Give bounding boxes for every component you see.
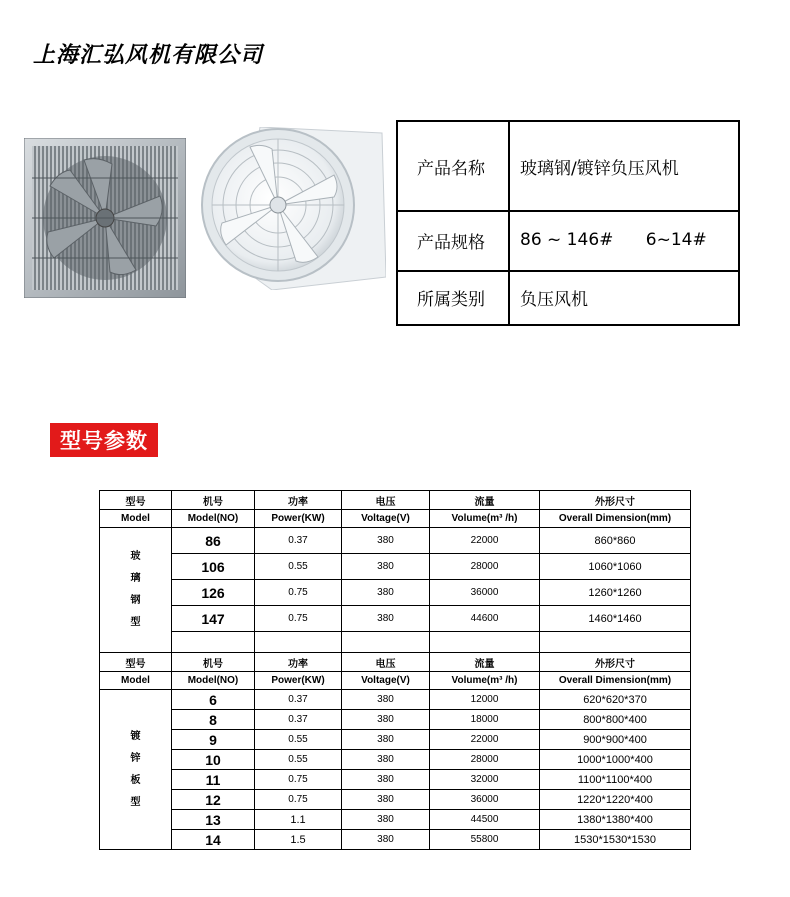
- type-char: 镀: [130, 730, 141, 742]
- info-label: 所属类别: [398, 270, 510, 324]
- header-cell: Power(KW): [255, 672, 342, 690]
- model-no: 11: [172, 770, 255, 790]
- volume: 55800: [430, 830, 540, 850]
- volume: 32000: [430, 770, 540, 790]
- header-row-en: [100, 510, 691, 528]
- table-row: [100, 830, 691, 850]
- header-cell: Model(NO): [172, 510, 255, 528]
- table-row: [100, 690, 691, 710]
- dimension: 620*620*370: [540, 690, 691, 710]
- type-char: 玻: [130, 551, 141, 562]
- header-cell: Model: [100, 672, 172, 690]
- header-cell: 型号: [100, 491, 172, 510]
- dimension: 1060*1060: [540, 554, 691, 580]
- type-cell-galvanized: [100, 690, 172, 850]
- header-cell: 型号: [100, 653, 172, 672]
- voltage: 380: [342, 810, 430, 830]
- info-row-spec: [398, 210, 738, 272]
- header-cell: Volume(m³ /h): [430, 672, 540, 690]
- header-cell: Voltage(V): [342, 672, 430, 690]
- dimension: 1100*1100*400: [540, 770, 691, 790]
- type-char: 璃: [130, 573, 141, 584]
- header-cell: Model(NO): [172, 672, 255, 690]
- product-info-table: [396, 120, 740, 326]
- voltage: 380: [342, 580, 430, 606]
- model-no: 10: [172, 750, 255, 770]
- model-no: 86: [172, 528, 255, 554]
- volume: 36000: [430, 580, 540, 606]
- info-label: 产品规格: [398, 210, 510, 270]
- header-cell: 机号: [172, 653, 255, 672]
- header-cell: 功率: [255, 653, 342, 672]
- spec-table: [99, 490, 691, 850]
- model-no: 14: [172, 830, 255, 850]
- dimension: 1220*1220*400: [540, 790, 691, 810]
- spacer-row: [100, 632, 691, 653]
- type-char: 钢: [130, 595, 141, 606]
- table-row: [100, 770, 691, 790]
- dimension: 900*900*400: [540, 730, 691, 750]
- volume: 36000: [430, 790, 540, 810]
- header-cell: 机号: [172, 491, 255, 510]
- table-row: [100, 790, 691, 810]
- company-name: 上海汇弘风机有限公司: [33, 42, 264, 68]
- type-char: 型: [130, 796, 141, 808]
- header-cell: Volume(m³ /h): [430, 510, 540, 528]
- empty-cell: [430, 632, 540, 653]
- volume: 44500: [430, 810, 540, 830]
- table-row: [100, 730, 691, 750]
- volume: 28000: [430, 750, 540, 770]
- power: 0.75: [255, 790, 342, 810]
- power: 0.37: [255, 710, 342, 730]
- dimension: 1000*1000*400: [540, 750, 691, 770]
- voltage: 380: [342, 710, 430, 730]
- type-char: 型: [130, 617, 141, 628]
- dimension: 1260*1260: [540, 580, 691, 606]
- power: 0.55: [255, 554, 342, 580]
- section-title: 型号参数: [50, 423, 158, 457]
- voltage: 380: [342, 770, 430, 790]
- power: 0.37: [255, 528, 342, 554]
- voltage: 380: [342, 606, 430, 632]
- dimension: 800*800*400: [540, 710, 691, 730]
- header-cell: 功率: [255, 491, 342, 510]
- header-cell: Power(KW): [255, 510, 342, 528]
- power: 1.1: [255, 810, 342, 830]
- volume: 44600: [430, 606, 540, 632]
- table-row: [100, 810, 691, 830]
- type-char: 板: [130, 774, 141, 786]
- info-value: 86 ~ 146# 6~14#: [520, 230, 707, 250]
- header-cell: 流量: [430, 491, 540, 510]
- power: 0.55: [255, 750, 342, 770]
- dimension: 1460*1460: [540, 606, 691, 632]
- empty-cell: [342, 632, 430, 653]
- dimension: 860*860: [540, 528, 691, 554]
- volume: 28000: [430, 554, 540, 580]
- header-cell: Model: [100, 510, 172, 528]
- voltage: 380: [342, 730, 430, 750]
- empty-cell: [172, 632, 255, 653]
- voltage: 380: [342, 690, 430, 710]
- dimension: 1380*1380*400: [540, 810, 691, 830]
- type-char: 锌: [130, 752, 141, 764]
- volume: 22000: [430, 730, 540, 750]
- type-cell-fiberglass: [100, 528, 172, 653]
- model-no: 12: [172, 790, 255, 810]
- model-no: 126: [172, 580, 255, 606]
- info-label: 产品名称: [398, 122, 510, 210]
- power: 0.75: [255, 606, 342, 632]
- header-cell: 电压: [342, 653, 430, 672]
- power: 0.75: [255, 770, 342, 790]
- voltage: 380: [342, 830, 430, 850]
- header-cell: 电压: [342, 491, 430, 510]
- empty-cell: [540, 632, 691, 653]
- model-no: 13: [172, 810, 255, 830]
- voltage: 380: [342, 554, 430, 580]
- table-row: [100, 750, 691, 770]
- header-cell: Overall Dimension(mm): [540, 672, 691, 690]
- header-row-cn: [100, 491, 691, 510]
- model-no: 6: [172, 690, 255, 710]
- info-value: 玻璃钢/镀锌负压风机: [520, 158, 679, 179]
- header-cell: 外形尺寸: [540, 653, 691, 672]
- galvanized-fan-image: [24, 138, 186, 298]
- power: 1.5: [255, 830, 342, 850]
- header-row-en: [100, 672, 691, 690]
- empty-cell: [255, 632, 342, 653]
- power: 0.37: [255, 690, 342, 710]
- model-no: 147: [172, 606, 255, 632]
- header-row-cn: [100, 653, 691, 672]
- voltage: 380: [342, 790, 430, 810]
- model-no: 106: [172, 554, 255, 580]
- table-row: [100, 710, 691, 730]
- table-row: [100, 554, 691, 580]
- model-no: 9: [172, 730, 255, 750]
- fiberglass-fan-image: [200, 127, 386, 290]
- table-row: [100, 606, 691, 632]
- power: 0.55: [255, 730, 342, 750]
- model-no: 8: [172, 710, 255, 730]
- table-row: [100, 528, 691, 554]
- header-cell: Overall Dimension(mm): [540, 510, 691, 528]
- header-cell: 流量: [430, 653, 540, 672]
- info-row-name: [398, 122, 738, 212]
- table-row: [100, 580, 691, 606]
- info-value: 负压风机: [520, 289, 588, 310]
- dimension: 1530*1530*1530: [540, 830, 691, 850]
- volume: 18000: [430, 710, 540, 730]
- volume: 22000: [430, 528, 540, 554]
- header-cell: Voltage(V): [342, 510, 430, 528]
- voltage: 380: [342, 750, 430, 770]
- volume: 12000: [430, 690, 540, 710]
- info-row-category: [398, 270, 738, 324]
- header-cell: 外形尺寸: [540, 491, 691, 510]
- voltage: 380: [342, 528, 430, 554]
- power: 0.75: [255, 580, 342, 606]
